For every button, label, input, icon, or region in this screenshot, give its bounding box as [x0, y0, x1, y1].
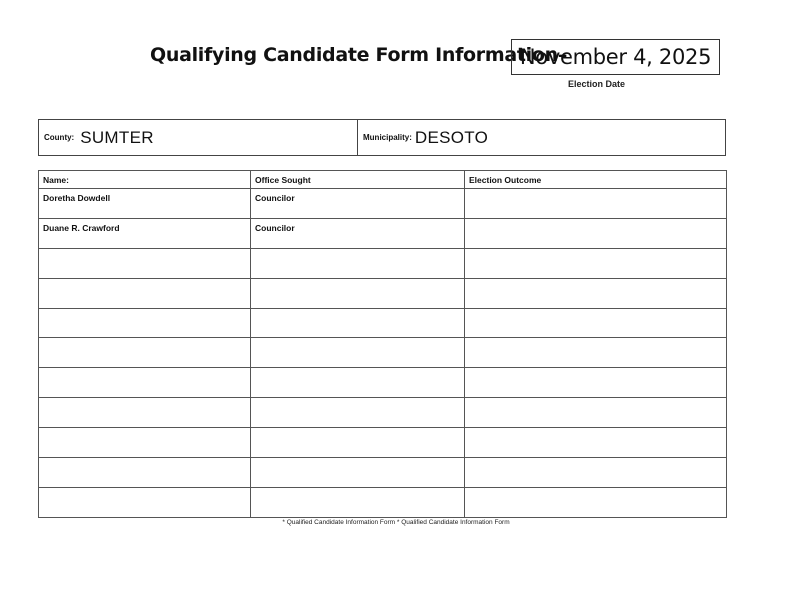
- table-row: [39, 189, 727, 219]
- cell-election-outcome: [465, 278, 727, 308]
- election-date-caption: Election Date: [568, 79, 626, 89]
- cell-name: [39, 338, 251, 368]
- county-label: County:: [44, 133, 75, 142]
- municipality-label: Municipality:: [363, 133, 412, 142]
- candidate-table: [38, 170, 727, 518]
- footnote: * Qualified Candidate Information Form * Qualified Candidate Information Form: [282, 519, 510, 526]
- cell-name: [39, 368, 251, 398]
- cell-office-sought: [251, 458, 465, 488]
- cell-name: Doretha Dowdell: [39, 189, 251, 219]
- cell-office-sought: [251, 398, 465, 428]
- header-election-outcome: Election Outcome: [465, 171, 727, 189]
- cell-election-outcome: [465, 248, 727, 278]
- table-header-row: [39, 171, 727, 189]
- cell-election-outcome: [465, 218, 727, 248]
- cell-name: Duane R. Crawford: [39, 218, 251, 248]
- header-office-sought: Office Sought: [251, 171, 465, 189]
- county-cell: [39, 120, 358, 155]
- cell-name: [39, 487, 251, 517]
- table-row: [39, 248, 727, 278]
- cell-election-outcome: [465, 428, 727, 458]
- table-row: [39, 218, 727, 248]
- cell-election-outcome: [465, 368, 727, 398]
- table-row: [39, 338, 727, 368]
- cell-election-outcome: [465, 487, 727, 517]
- table-row: [39, 428, 727, 458]
- cell-election-outcome: [465, 458, 727, 488]
- cell-election-outcome: [465, 189, 727, 219]
- cell-name: [39, 278, 251, 308]
- form-title: Qualifying Candidate Form Information–: [150, 44, 568, 66]
- table-row: [39, 368, 727, 398]
- cell-election-outcome: [465, 308, 727, 338]
- cell-election-outcome: [465, 338, 727, 368]
- table-row: [39, 278, 727, 308]
- municipality-value: DESOTO: [414, 127, 489, 147]
- header-name: Name:: [39, 171, 251, 189]
- municipality-cell: [358, 120, 725, 155]
- cell-election-outcome: [465, 398, 727, 428]
- table-row: [39, 487, 727, 517]
- cell-office-sought: [251, 308, 465, 338]
- table-row: [39, 398, 727, 428]
- table-row: [39, 458, 727, 488]
- county-value: SUMTER: [80, 127, 154, 147]
- cell-office-sought: [251, 487, 465, 517]
- cell-office-sought: [251, 338, 465, 368]
- cell-name: [39, 248, 251, 278]
- election-date-box: [511, 39, 720, 75]
- election-date-value: November 4, 2025: [519, 45, 712, 69]
- cell-office-sought: [251, 278, 465, 308]
- cell-name: [39, 398, 251, 428]
- cell-office-sought: Councilor: [251, 218, 465, 248]
- cell-name: [39, 428, 251, 458]
- table-row: [39, 308, 727, 338]
- cell-name: [39, 458, 251, 488]
- cell-office-sought: [251, 248, 465, 278]
- cell-office-sought: [251, 428, 465, 458]
- cell-office-sought: [251, 368, 465, 398]
- location-box: [38, 119, 726, 156]
- cell-name: [39, 308, 251, 338]
- cell-office-sought: Councilor: [251, 189, 465, 219]
